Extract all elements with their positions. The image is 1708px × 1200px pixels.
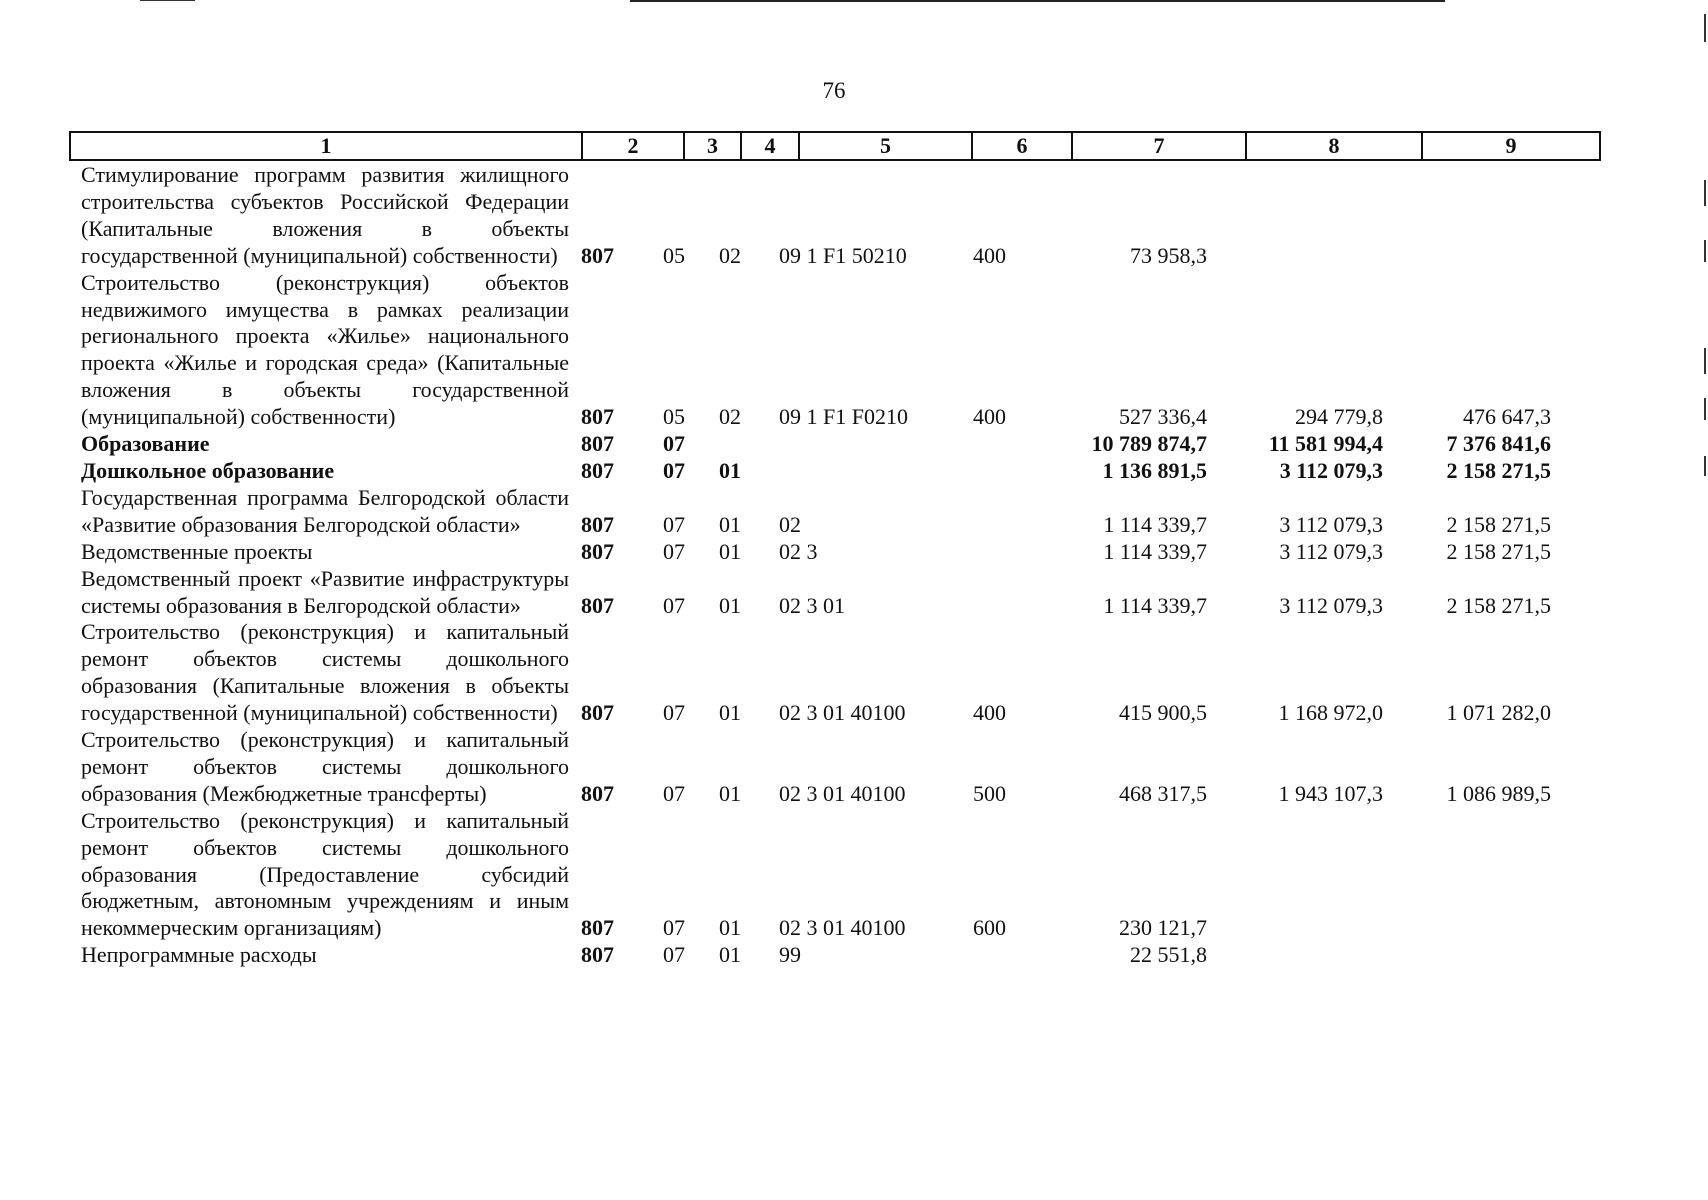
- cell-ministry-code: 807: [581, 538, 614, 564]
- row-description: Строительство (реконструкция) и капитальный ремонт объектов системы дошкольного образования (Предоставление субсидий бюджетным, автономным учреждениям и иным некоммерческим организациям): [81, 807, 569, 941]
- scan-mark-top-left: [140, 0, 195, 1]
- table-row: [69, 942, 1604, 969]
- table-row: [69, 539, 1604, 566]
- cell-ministry-code: 807: [581, 915, 614, 941]
- column-header-6: 6: [972, 132, 1072, 160]
- table-row: [69, 485, 1604, 539]
- table-row: [69, 270, 1604, 431]
- column-header-7: 7: [1072, 132, 1246, 160]
- cell-ministry-code: 807: [581, 431, 614, 457]
- cell-amount-col8: 3 112 079,3: [1279, 511, 1383, 537]
- cell-section-code: 07: [663, 538, 685, 564]
- cell-target-code: 02 3 01 40100: [779, 700, 906, 726]
- cell-subsection-code: 01: [719, 780, 741, 806]
- cell-amount-col7: 468 317,5: [1119, 780, 1207, 806]
- row-description: Строительство (реконструкция) объектов недвижимого имущества в рамках реализации регионального проекта «Жилье» национального проекта «Жилье и городская среда» (Капитальные вложения в объекты государственной (муниципальной) собственности): [81, 269, 569, 430]
- cell-amount-col8: 3 112 079,3: [1279, 538, 1383, 564]
- row-description: Дошкольное образование: [81, 457, 335, 483]
- cell-amount-col9: 2 158 271,5: [1446, 457, 1551, 483]
- cell-section-code: 07: [663, 457, 685, 483]
- table-row: [69, 566, 1604, 620]
- cell-ministry-code: 807: [581, 780, 614, 806]
- cell-section-code: 07: [663, 431, 685, 457]
- cell-ministry-code: 807: [581, 511, 614, 537]
- cell-expense-type: 400: [973, 700, 1006, 726]
- cell-subsection-code: 01: [719, 457, 741, 483]
- cell-subsection-code: 01: [719, 942, 741, 968]
- page-number: 76: [822, 78, 846, 103]
- cell-amount-col8: 294 779,8: [1295, 404, 1383, 430]
- column-header-4: 4: [741, 132, 799, 160]
- cell-amount-col7: 1 114 339,7: [1103, 592, 1207, 618]
- cell-amount-col7: 1 114 339,7: [1103, 511, 1207, 537]
- cell-target-code: 02 3: [779, 538, 818, 564]
- column-header-table: [69, 131, 1601, 161]
- cell-section-code: 07: [663, 780, 685, 806]
- cell-expense-type: 500: [973, 780, 1006, 806]
- cell-subsection-code: 01: [719, 915, 741, 941]
- cell-subsection-code: 01: [719, 538, 741, 564]
- cell-ministry-code: 807: [581, 242, 614, 268]
- cell-subsection-code: 01: [719, 592, 741, 618]
- budget-table-body: [69, 162, 1604, 969]
- cell-subsection-code: 01: [719, 700, 741, 726]
- cell-amount-col7: 10 789 874,7: [1091, 431, 1207, 457]
- cell-amount-col9: 2 158 271,5: [1446, 592, 1551, 618]
- table-row: [69, 431, 1604, 458]
- cell-section-code: 07: [663, 592, 685, 618]
- cell-amount-col9: 2 158 271,5: [1446, 511, 1551, 537]
- cell-ministry-code: 807: [581, 592, 614, 618]
- cell-amount-col9: 2 158 271,5: [1446, 538, 1551, 564]
- column-header-1: 1: [70, 132, 582, 160]
- scan-edge-marks: [1702, 0, 1708, 1200]
- cell-amount-col9: 7 376 841,6: [1446, 431, 1551, 457]
- row-description: Образование: [81, 431, 210, 457]
- column-header-5: 5: [799, 132, 972, 160]
- column-header-8: 8: [1246, 132, 1422, 160]
- cell-amount-col9: 1 086 989,5: [1446, 780, 1551, 806]
- cell-amount-col8: 3 112 079,3: [1279, 457, 1383, 483]
- table-row: [69, 727, 1604, 808]
- cell-ministry-code: 807: [581, 457, 614, 483]
- cell-subsection-code: 01: [719, 511, 741, 537]
- cell-amount-col8: 3 112 079,3: [1279, 592, 1383, 618]
- cell-amount-col8: 11 581 994,4: [1268, 431, 1383, 457]
- cell-section-code: 05: [663, 242, 685, 268]
- cell-ministry-code: 807: [581, 942, 614, 968]
- cell-amount-col7: 230 121,7: [1119, 915, 1207, 941]
- cell-target-code: 99: [779, 942, 801, 968]
- cell-ministry-code: 807: [581, 404, 614, 430]
- cell-target-code: 09 1 F1 50210: [779, 242, 907, 268]
- cell-subsection-code: 02: [719, 242, 741, 268]
- row-description: Ведомственные проекты: [81, 538, 313, 564]
- cell-amount-col9: 1 071 282,0: [1446, 700, 1551, 726]
- column-header-9: 9: [1422, 132, 1600, 160]
- scan-mark-top: [630, 0, 1445, 2]
- cell-amount-col7: 1 114 339,7: [1103, 538, 1207, 564]
- row-description: Государственная программа Белгородской области «Развитие образования Белгородской области»: [81, 484, 569, 537]
- cell-expense-type: 600: [973, 915, 1006, 941]
- cell-section-code: 07: [663, 511, 685, 537]
- cell-amount-col8: 1 943 107,3: [1278, 780, 1383, 806]
- cell-amount-col7: 73 958,3: [1130, 242, 1207, 268]
- table-row: [69, 808, 1604, 943]
- row-description: Ведомственный проект «Развитие инфраструктуры системы образования в Белгородской области»: [81, 565, 569, 618]
- cell-target-code: 02: [779, 511, 801, 537]
- cell-amount-col7: 415 900,5: [1119, 700, 1207, 726]
- row-description: Строительство (реконструкция) и капитальный ремонт объектов системы дошкольного образования (Межбюджетные трансферты): [81, 727, 569, 806]
- cell-section-code: 07: [663, 942, 685, 968]
- table-row: [69, 458, 1604, 485]
- cell-amount-col7: 22 551,8: [1130, 942, 1207, 968]
- cell-amount-col8: 1 168 972,0: [1278, 700, 1383, 726]
- row-description: Стимулирование программ развития жилищного строительства субъектов Российской Федерации (Капитальные вложения в объекты государственной (муниципальной) собственности): [81, 162, 569, 268]
- column-header-row: [70, 132, 1600, 160]
- table-row: [69, 619, 1604, 727]
- cell-ministry-code: 807: [581, 700, 614, 726]
- cell-section-code: 07: [663, 700, 685, 726]
- cell-subsection-code: 02: [719, 404, 741, 430]
- cell-amount-col7: 1 136 891,5: [1102, 457, 1207, 483]
- table-row: [69, 162, 1604, 270]
- cell-amount-col9: 476 647,3: [1463, 404, 1551, 430]
- cell-target-code: 02 3 01 40100: [779, 780, 906, 806]
- cell-target-code: 02 3 01 40100: [779, 915, 906, 941]
- row-description: Непрограммные расходы: [81, 942, 317, 968]
- cell-expense-type: 400: [973, 242, 1006, 268]
- cell-target-code: 09 1 F1 F0210: [779, 404, 908, 430]
- cell-amount-col7: 527 336,4: [1119, 404, 1207, 430]
- cell-target-code: 02 3 01: [779, 592, 845, 618]
- cell-expense-type: 400: [973, 404, 1006, 430]
- column-header-2: 2: [582, 132, 684, 160]
- column-header-3: 3: [684, 132, 741, 160]
- cell-section-code: 07: [663, 915, 685, 941]
- row-description: Строительство (реконструкция) и капитальный ремонт объектов системы дошкольного образования (Капитальные вложения в объекты государственной (муниципальной) собственности): [81, 619, 569, 726]
- cell-section-code: 05: [663, 404, 685, 430]
